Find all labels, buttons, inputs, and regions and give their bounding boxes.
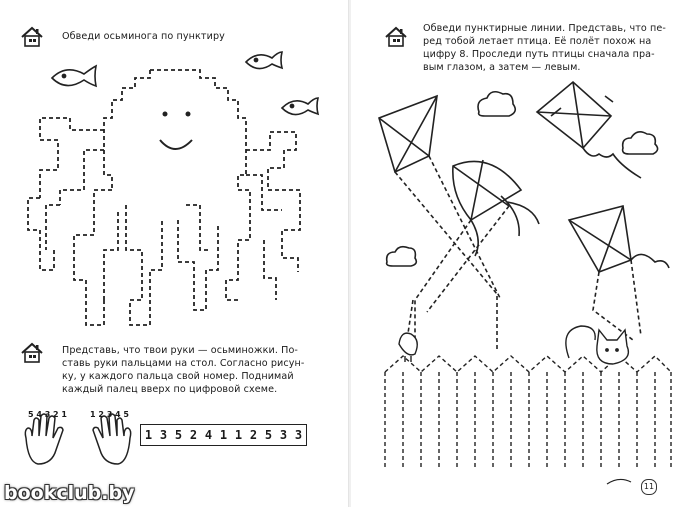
task2-line-1: Представь, что твои руки — осьминожки. По- xyxy=(62,345,298,356)
task2-line-4: каждый палец вверх по цифровой схеме. xyxy=(62,384,278,395)
right-task-line-4: вым глазом, а затем — левым. xyxy=(423,62,581,73)
right-task-line-1: Обведи пунктирные линии. Представь, что пе- xyxy=(423,23,666,34)
kites-and-fence-drawing xyxy=(351,0,700,507)
right-page xyxy=(351,0,700,507)
task1-text: Обведи осьминога по пунктиру xyxy=(62,31,225,42)
left-hand-digits: 5 4 3 2 1 xyxy=(28,410,67,419)
task2-line-2: ставь руки пальцами на стол. Согласно рисун- xyxy=(62,358,305,369)
page-number: 11 xyxy=(641,479,657,495)
number-sequence-box xyxy=(140,424,307,446)
right-task-line-3: цифру 8. Проследи путь птицы сначала пра- xyxy=(423,49,655,60)
octopus-drawing xyxy=(0,0,349,340)
sequence-digit: 1 xyxy=(234,428,243,442)
sequence-digit: 2 xyxy=(189,428,198,442)
watermark: bookclub.by xyxy=(4,482,135,504)
sequence-digit: 1 xyxy=(144,428,153,442)
sequence-digit: 3 xyxy=(279,428,288,442)
sequence-digit: 2 xyxy=(249,428,258,442)
fish-icon xyxy=(52,66,96,86)
sequence-digit: 5 xyxy=(174,428,183,442)
sequence-digit: 5 xyxy=(264,428,273,442)
sequence-digit: 4 xyxy=(204,428,213,442)
house-icon xyxy=(20,342,44,364)
right-task-line-2: ред тобой летает птица. Её полёт похож на xyxy=(423,36,652,47)
left-page xyxy=(0,0,349,507)
sequence-digit: 1 xyxy=(219,428,228,442)
sequence-digit: 3 xyxy=(294,428,303,442)
right-hand-digits: 1 2 3 4 5 xyxy=(90,410,129,419)
sequence-digit: 3 xyxy=(159,428,168,442)
task2-line-3: ку, у каждого пальца свой номер. Поднимай xyxy=(62,371,294,382)
